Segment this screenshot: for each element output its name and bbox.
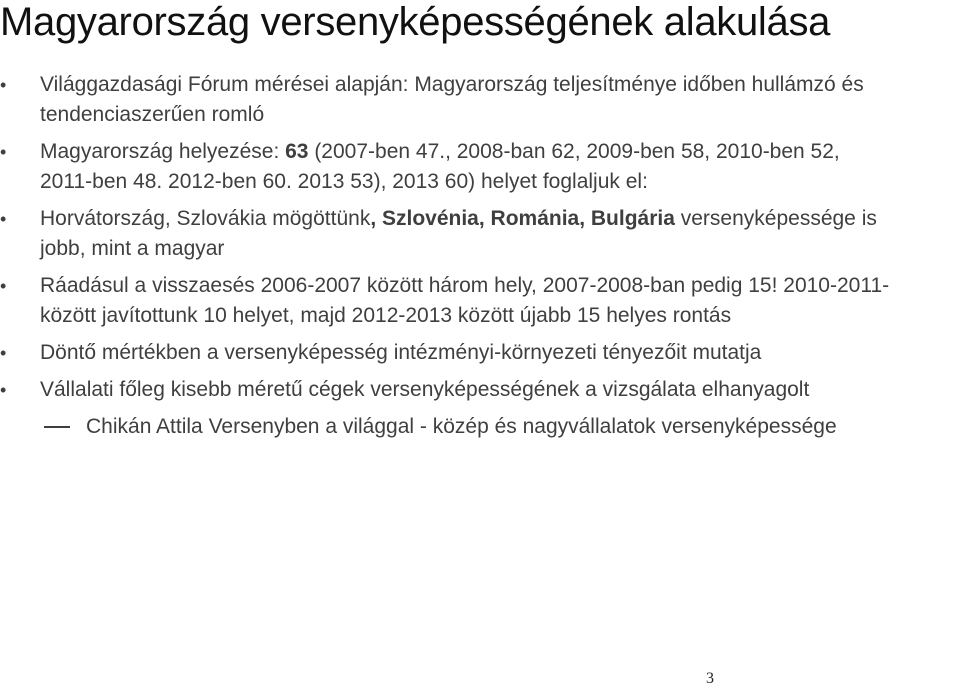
- bullet-dot-icon: •: [0, 209, 7, 229]
- bullet-text: Horvátország, Szlovákia mögöttünk: [40, 207, 371, 230]
- bullet-text: Ráadásul a visszaesés 2006-2007 között három hely, 2007-2008-ban pedig 15! 2010-2011-között javítottunk 10 helyet, majd 2012-2013 között újabb 15 helyes rontás: [40, 274, 890, 327]
- bullet-item: [0, 338, 890, 368]
- bullet-text-bold: 63: [285, 140, 309, 163]
- sub-bullet-item: [0, 412, 846, 442]
- bullet-item: [0, 204, 890, 264]
- bullet-text: Világgazdasági Fórum mérései alapján: Magyarország teljesítménye időben hullámzó és tendenciaszerűen romló: [40, 73, 864, 126]
- bullet-text: (2007-ben 47., 2008-ban 62, 2009-ben 58, 2010-ben 52, 2011-ben 48. 2012-ben 60. 2013 53), 2013 60) helyet foglaljuk el:: [40, 140, 840, 193]
- bullet-dot-icon: •: [0, 75, 7, 95]
- bullet-text: Döntő mértékben a versenyképesség intézményi-környezeti tényezőit mutatja: [40, 341, 762, 364]
- bullet-text: versenyképessége is jobb, mint a magyar: [40, 207, 877, 260]
- slide-title: Magyarország versenyképességének alakulása: [0, 0, 831, 44]
- bullet-dot-icon: •: [0, 276, 7, 296]
- dash-icon: [44, 426, 70, 428]
- bullet-item: [0, 271, 890, 331]
- bullet-dot-icon: •: [0, 343, 7, 363]
- bullet-item: [0, 137, 890, 197]
- bullet-item: [0, 375, 890, 405]
- bullet-item: [0, 70, 890, 130]
- bullet-text: Vállalati főleg kisebb méretű cégek versenyképességének a vizsgálata elhanyagolt: [40, 378, 810, 401]
- bullet-dot-icon: •: [0, 142, 7, 162]
- page-number: 3: [706, 670, 714, 687]
- bullet-text-bold: , Szlovénia, Románia, Bulgária: [370, 207, 675, 230]
- bullet-text: Magyarország helyezése:: [40, 140, 286, 163]
- sub-bullet-text: Chikán Attila Versenyben a világgal - közép és nagyvállalatok versenyképessége: [86, 415, 837, 438]
- slide-content: [0, 70, 959, 442]
- bullet-dot-icon: •: [0, 380, 7, 400]
